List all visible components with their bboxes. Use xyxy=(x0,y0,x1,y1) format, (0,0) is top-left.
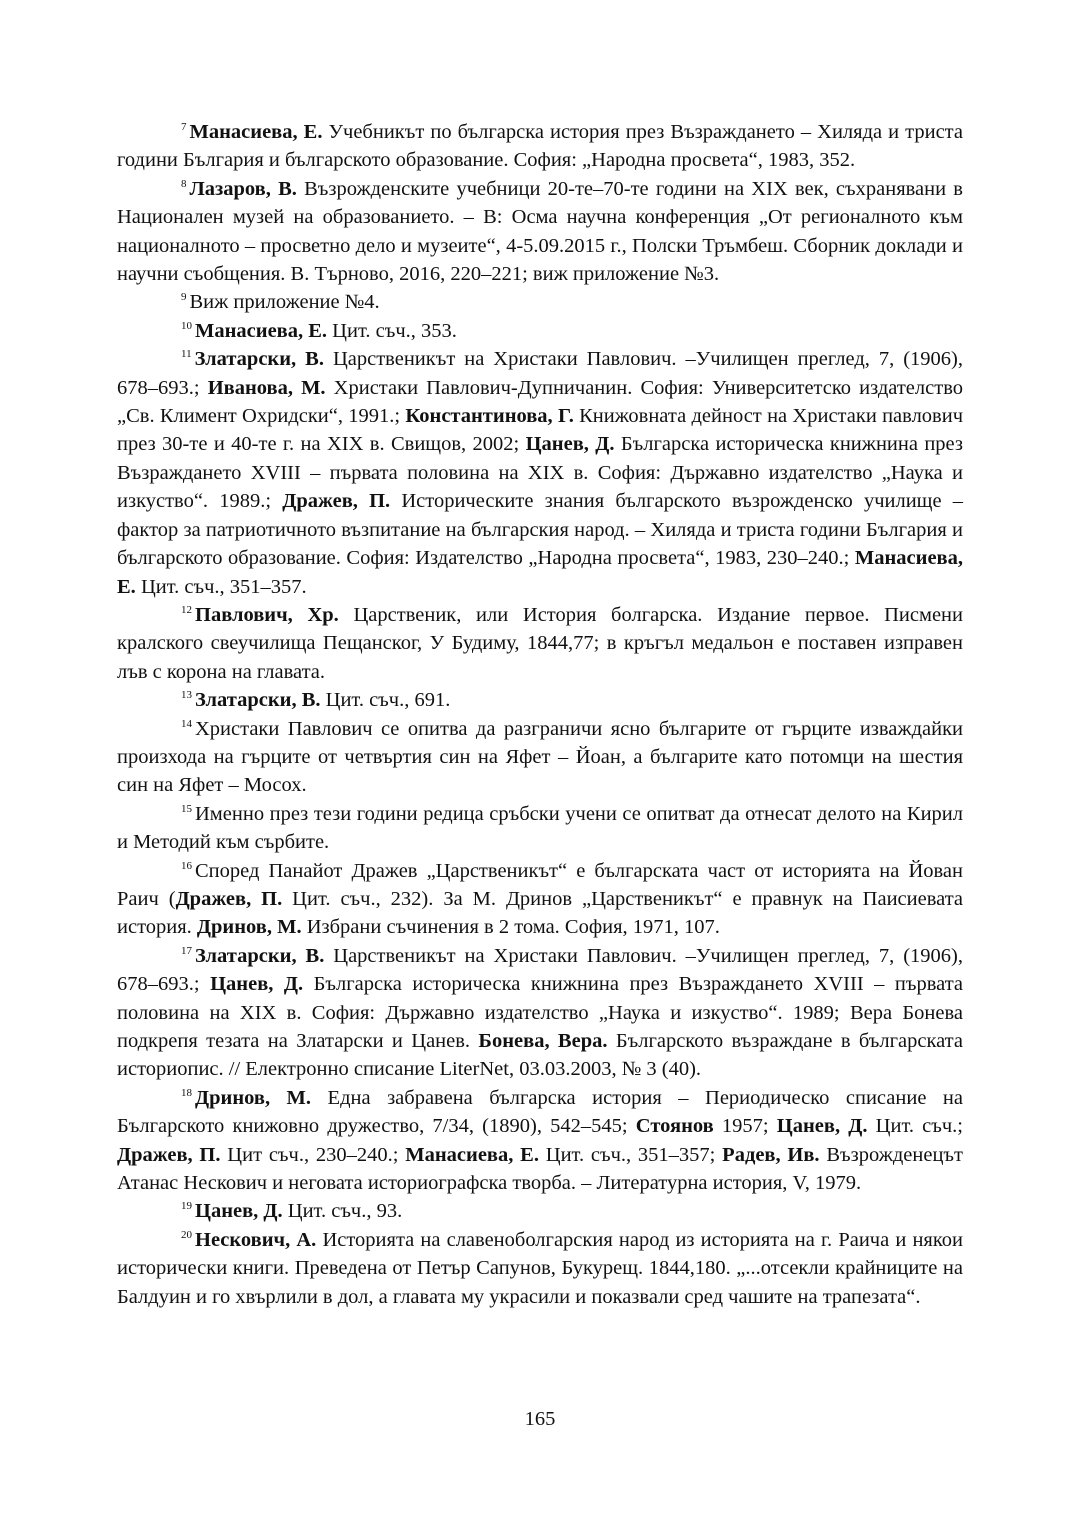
author-name: Павлович, Хр. xyxy=(195,603,339,626)
citation-text: Българското възраждане в българската историопис. // Електронно списание LiterNet, 03.03.2003, № 3 (40). xyxy=(117,1030,963,1081)
citation-text: Учебникът по българска история през Възраждането – Хиляда и триста години България и българското образование. София: „Народна просвета“, 1983, 352. xyxy=(117,121,963,172)
author-name: Дринов, М. xyxy=(196,916,302,939)
author-name: Златарски, В. xyxy=(195,689,321,712)
citation-text: Възрожденецът Атанас Нескович и неговата историографска творба. – Литературна история, V, 1979. xyxy=(117,1143,963,1195)
author-name: Манасиева, Е. xyxy=(117,547,963,598)
author-name: Иванова, М. xyxy=(207,376,326,399)
citation-text: Цит. съч., 353. xyxy=(327,319,457,342)
footnote-19 xyxy=(117,1197,963,1225)
author-name: Дринов, М. xyxy=(195,1086,312,1109)
citation-text: Цит съч., 230–240.; xyxy=(220,1143,406,1166)
author-name: Златарски, В. xyxy=(195,944,325,967)
citation-text: Възрожденските учебници 20-те–70-те години на XIX век, съхранявани в Национален музей на образованието. – В: Осма научна конференция „От регионалното към националното – просветно дело и музеите“, 4-5.09.2015 г., Полски Тръмбеш. Сборник доклади и научни съобщения. В. Търново, 2016, 220–221; виж приложение №3. xyxy=(117,177,963,286)
author-name: Цанев, Д. xyxy=(525,433,615,456)
footnote-17 xyxy=(117,942,963,1084)
footnote-number: 8 xyxy=(181,177,187,190)
citation-text: Една забравена българска история – Периодическо списание на Българското книжовно дружество, 7/34, (1890), 542–545; xyxy=(117,1086,963,1138)
citation-text: Българска историческа книжнина през Възраждането XVIII – първата половина на XIX в. София: Държавно издателство „Наука и изкуство“. 1989.; xyxy=(117,433,964,513)
author-name: Лазаров, В. xyxy=(189,177,297,200)
footnote-14 xyxy=(117,715,963,800)
citation-text: Цит. съч., 93. xyxy=(282,1200,403,1223)
footnote-number: 10 xyxy=(181,319,192,332)
citation-text: 1957; xyxy=(713,1115,777,1138)
citation-text: Именно през тези години редица сръбски учени се опитват да отнесат делото на Кирил и Методий към сърбите. xyxy=(117,802,963,854)
footnote-number: 16 xyxy=(181,859,192,872)
footnote-number: 19 xyxy=(181,1200,192,1213)
citation-text: Книжовната дейност на Христаки павлович през 30-те и 40-те г. на XIX в. Свищов, 2002; xyxy=(117,405,964,456)
footnote-number: 18 xyxy=(181,1086,192,1099)
author-name: Цанев, Д. xyxy=(210,973,304,996)
footnote-number: 13 xyxy=(181,689,192,702)
page-number: 165 xyxy=(524,1408,556,1430)
author-name: Златарски, В. xyxy=(194,348,324,371)
footnote-number: 9 xyxy=(181,291,187,304)
footnote-10 xyxy=(117,317,963,345)
footnote-13 xyxy=(117,686,963,714)
citation-text: Избрани съчинения в 2 тома. София, 1971, 107. xyxy=(301,916,720,939)
citation-text: Цит. съч., 351–357; xyxy=(538,1143,723,1166)
author-name: Дражев, П. xyxy=(282,490,391,513)
footnote-8 xyxy=(117,175,963,289)
footnote-20 xyxy=(117,1226,963,1311)
author-name: Бонева, Вера. xyxy=(478,1030,608,1052)
footnote-12 xyxy=(117,601,963,686)
footnote-number: 7 xyxy=(181,121,187,133)
author-name: Манасиева, Е. xyxy=(195,319,328,342)
footnote-11 xyxy=(117,345,963,601)
footnote-number: 15 xyxy=(181,802,192,815)
citation-text: Царственик, или История болгарска. Издание первое. Писмени кралского свеучилища Пещанског, У Будиму, 1844,77; в кръгъл медальон е поставен изправен лъв с корона на главата. xyxy=(117,603,964,683)
footnote-15 xyxy=(117,800,963,857)
author-name: Стоянов xyxy=(635,1115,714,1138)
author-name: Константинова, Г. xyxy=(405,405,574,428)
author-name: Цанев, Д. xyxy=(195,1200,283,1223)
author-name: Манасиева, Е. xyxy=(405,1143,539,1166)
footnote-number: 12 xyxy=(181,603,192,616)
footnote-number: 17 xyxy=(181,944,192,957)
author-name: Дражев, П. xyxy=(175,887,283,910)
citation-text: Царственикът на Христаки Павлович. –Училищен преглед, 7, (1906), 678–693.; xyxy=(117,348,963,399)
citation-text: Цит. съч., 232). За М. Дринов „Царственикът“ е правнук на Паисиевата история. xyxy=(117,887,963,939)
footnote-number: 20 xyxy=(181,1228,192,1241)
citation-text: Цит. съч., 691. xyxy=(320,689,451,712)
footnote-7 xyxy=(117,118,963,175)
citation-text: Според Панайот Дражев „Царственикът“ е българската част от историята на Йован Раич ( xyxy=(117,859,963,910)
citation-text: Христаки Павлович се опитва да разграничи ясно българите от гърците изваждайки произхода на гърците от четвъртия син на Яфет – Йоан, а българите като потомци на шестия син на Яфет – Мосох. xyxy=(117,717,963,797)
author-name: Цанев, Д. xyxy=(776,1115,868,1138)
author-name: Дражев, П. xyxy=(117,1143,221,1166)
citation-text: Христаки Павлович-Дупничанин. София: Университетско издателство „Св. Климент Охридски“, 1991.; xyxy=(117,376,963,428)
citation-text: Цит. съч.; xyxy=(867,1115,964,1138)
citation-text: Българска историческа книжнина през Възраждането XVIII – първата половина на XIX в. София: Държавно издателство „Наука и изкуство“. 1989; Вера Бонева подкрепя тезата на Златарски и Цанев. xyxy=(117,973,964,1052)
footnote-number: 11 xyxy=(181,348,192,361)
footnote-9 xyxy=(117,288,963,316)
citation-text: Историческите знания българското възрожденско училище – фактор за патриотичното възпитание на българския народ. – Хиляда и триста години България и българското образование. София: Издателство „Народна просвета“, 1983, 230–240.; xyxy=(117,490,963,570)
footnote-18 xyxy=(117,1084,963,1198)
citation-text: Историята на славеноболгарския народ из историята на г. Раича и някои исторически книги. Преведена от Петър Сапунов, Букурещ. 1844,180. „...отсекли крайниците на Балдуин и го хвърлили в дол, а главата му украсили и показвали сред чашите на трапезата“. xyxy=(117,1228,963,1308)
author-name: Манасиева, Е. xyxy=(189,121,323,143)
footnotes-block xyxy=(117,118,963,1311)
author-name: Радев, Ив. xyxy=(722,1143,820,1166)
citation-text: Цит. съч., 351–357. xyxy=(135,575,307,598)
author-name: Нескович, А. xyxy=(195,1228,317,1251)
footnote-16 xyxy=(117,857,963,942)
citation-text: Виж приложение №4. xyxy=(189,291,380,314)
footnote-number: 14 xyxy=(181,717,192,730)
citation-text: Царственикът на Христаки Павлович. –Училищен преглед, 7, (1906), 678–693.; xyxy=(117,944,963,996)
